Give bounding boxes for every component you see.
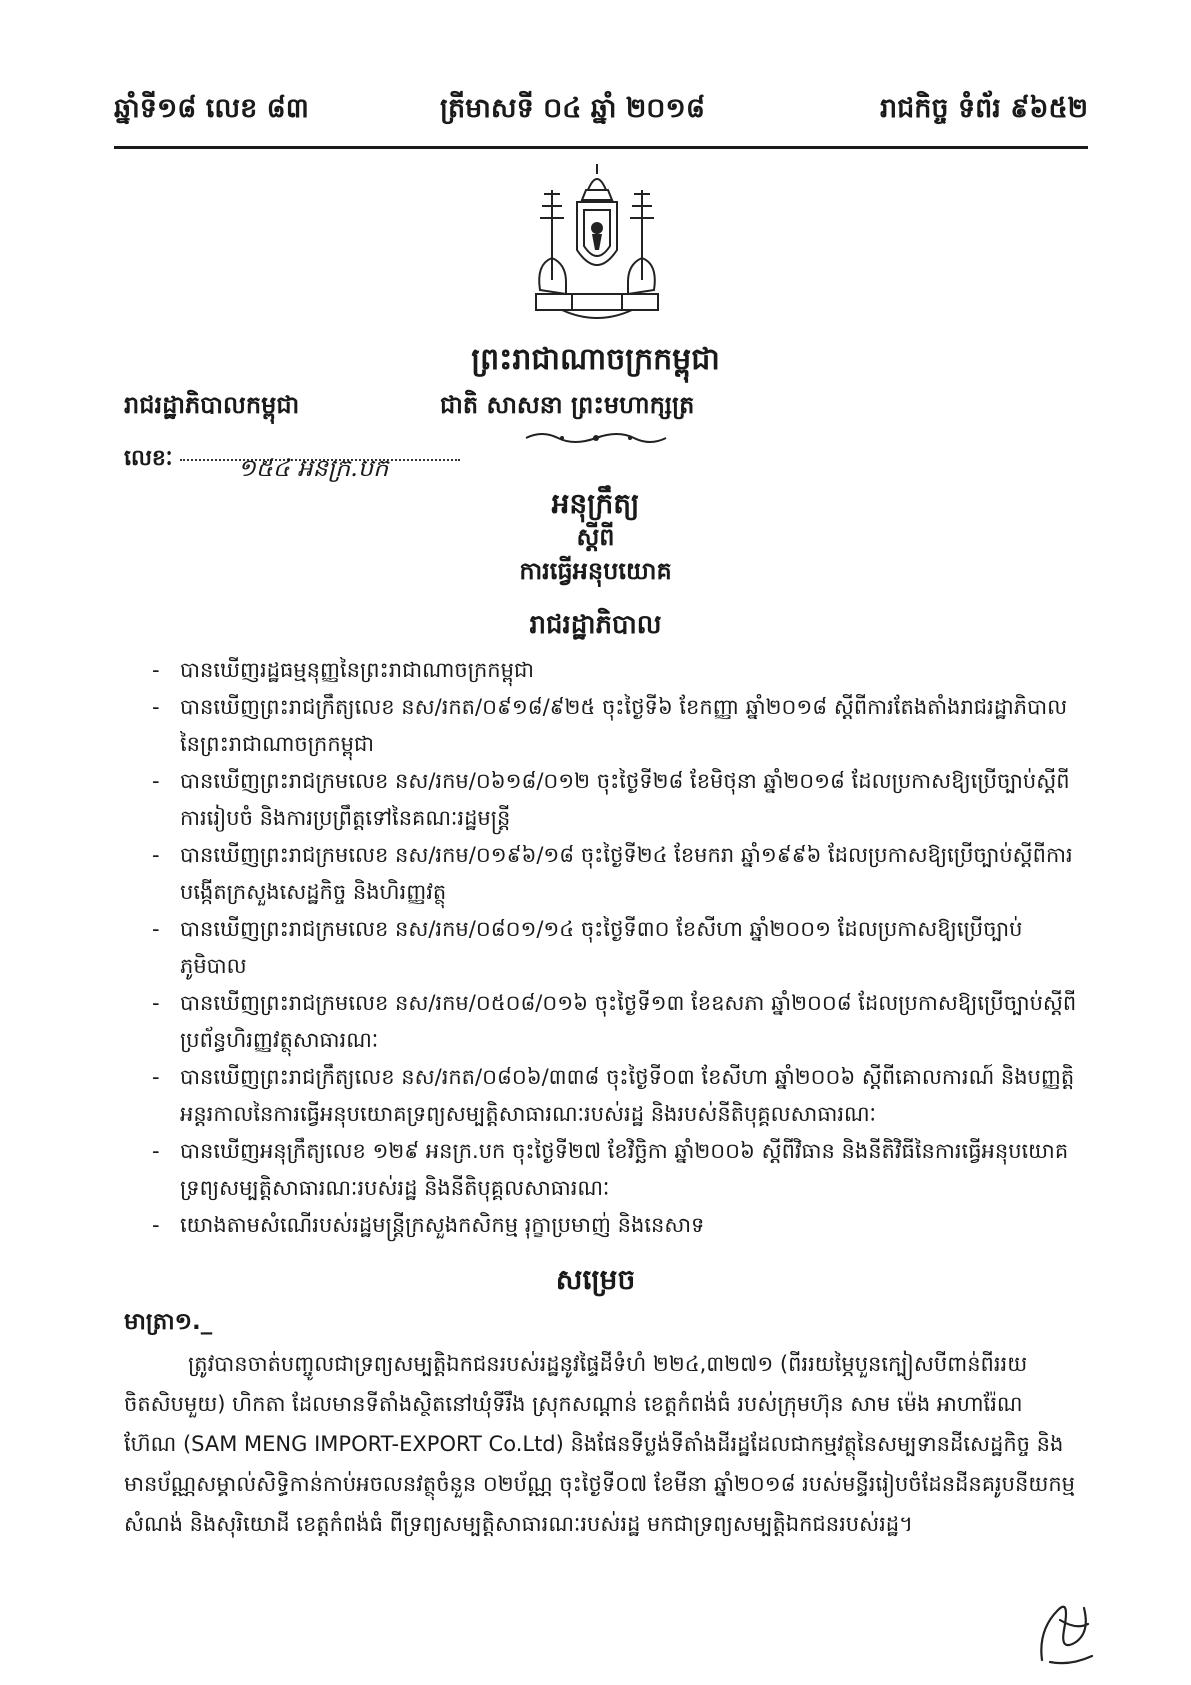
citation-item: - បានឃើញព្រះរាជក្រមលេខ នស/រកម/០១៩៦/១៨ ចុះថ្ងៃទី២៤ ខែមករា ឆ្នាំ១៩៩៦ ដែលប្រកាសឱ្យប្រើច្បាប់ស្តីពីការបង្កើតក្រសួងសេដ្ឋកិច្ច និងហិរញ្ញវត្ថុ (152, 837, 1082, 911)
gazette-page-number: រាជកិច្ច ទំព័រ ៩៦៥២ (880, 93, 1088, 124)
reference-number: ១៥៤ អនក្រ.បក (237, 454, 389, 482)
reference-label: លេខៈ (124, 446, 173, 471)
government-heading: រាជរដ្ឋាភិបាល (529, 610, 662, 640)
ornament-divider-icon (522, 430, 670, 446)
national-motto: ជាតិ សាសនា ព្រះមហាក្សត្រ (440, 391, 695, 419)
article-label: មាត្រា១._ (124, 1309, 213, 1335)
citation-item: - បានឃើញព្រះរាជក្រឹត្យលេខ នស/រកត/០៩១៨/៩២៥ ចុះថ្ងៃទី៦ ខែកញ្ញា ឆ្នាំ២០១៨ ស្តីពីការតែងតាំងរាជរដ្ឋាភិបាលនៃព្រះរាជាណាចក្រកម្ពុជា (152, 689, 1082, 763)
gazette-quarter: ត្រីមាសទី ០៤ ឆ្នាំ ២០១៨ (440, 93, 705, 124)
kingdom-title: ព្រះរាជាណាចក្រកម្ពុជា (471, 342, 720, 377)
gazette-volume-number: ឆ្នាំទី១៨ លេខ ៨៣ (114, 93, 309, 124)
motto-row (0, 390, 1191, 430)
decree-about: ស្តីពី (576, 523, 615, 551)
citation-item: - បានឃើញរដ្ឋធម្មនុញ្ញនៃព្រះរាជាណាចក្រកម្ពុជា (152, 652, 1082, 689)
citation-item: - បានឃើញព្រះរាជក្រមលេខ នស/រកម/០៦១៨/០១២ ចុះថ្ងៃទី២៨ ខែមិថុនា ឆ្នាំ២០១៨ ដែលប្រកាសឱ្យប្រើច្បាប់ស្តីពីការរៀបចំ និងការប្រព្រឹត្តទៅនៃគណៈរដ្ឋមន្ត្រី (152, 763, 1082, 837)
reference-dotted-line (180, 454, 460, 482)
government-name: រាជរដ្ឋាភិបាលកម្ពុជា (124, 391, 300, 419)
decree-title: អនុក្រឹត្យ (551, 487, 640, 520)
gazette-header (114, 92, 1088, 136)
citation-item: - បានឃើញព្រះរាជក្រមលេខ នស/រកម/០៥០៨/០១៦ ចុះថ្ងៃទី១៣ ខែឧសភា ឆ្នាំ២០០៨ ដែលប្រកាសឱ្យប្រើច្បាប់ស្តីពីប្រព័ន្ធហិរញ្ញវត្ថុសាធារណៈ (152, 985, 1082, 1059)
handwritten-initial-icon (1030, 1590, 1100, 1670)
citation-item: - យោងតាមសំណើរបស់រដ្ឋមន្ត្រីក្រសួងកសិកម្ម រុក្ខាប្រមាញ់ និងនេសាទ (152, 1207, 1082, 1244)
decision-heading: សម្រេច (555, 1263, 636, 1296)
citation-list (152, 652, 1082, 1244)
reference-number-row (124, 444, 460, 482)
citation-item: - បានឃើញអនុក្រឹត្យលេខ ១២៩ អនក្រ.បក ចុះថ្ងៃទី២៧ ខែវិច្ឆិកា ឆ្នាំ២០០៦ ស្តីពីវិធាន និងនីតិវិធីនៃការធ្វើអនុបយោគទ្រព្យសម្បត្តិសាធារណៈរបស់រដ្ឋ និងនីតិបុគ្គលសាធារណៈ (152, 1133, 1082, 1207)
citation-item: - បានឃើញព្រះរាជក្រមលេខ នស/រកម/០៨០១/១៤ ចុះថ្ងៃទី៣០ ខែសីហា ឆ្នាំ២០០១ ដែលប្រកាសឱ្យប្រើច្បាប់ភូមិបាល (152, 911, 1082, 985)
decree-subject: ការធ្វើអនុបយោគ (519, 557, 672, 585)
article-body: ត្រូវបានចាត់បញ្ចូលជាទ្រព្យសម្បត្តិឯកជនរបស់រដ្ឋនូវផ្ទៃដីទំហំ ២២៤,៣២៧១ (ពីររយម្ភៃបួនក្បៀសបីពាន់ពីររយចិតសិបមួយ) ហិកតា ដែលមានទីតាំងស្ថិតនៅឃុំទីរឹង ស្រុកសណ្ដាន់ ខេត្តកំពង់ធំ របស់ក្រុមហ៊ុន សាម ម៉េង អាហារ៉ែណ ហ៊ែណ (SAM MENG IMPORT-EXPORT Co.Ltd) និងផែនទីប្លង់ទីតាំងដីរដ្ឋដែលជាកម្មវត្ថុនៃសម្បទានដីសេដ្ឋកិច្ច និងមានប័ណ្ណសម្គាល់សិទ្ធិកាន់កាប់អចលនវត្ថុចំនួន ០២ប័ណ្ណ ចុះថ្ងៃទី០៧ ខែមីនា ឆ្នាំ២០១៨ របស់មន្ទីររៀបចំដែនដីនគរូបនីយកម្ម សំណង់ និងសុរិយោដី ខេត្តកំពង់ធំ ពីទ្រព្យសម្បត្តិសាធារណៈរបស់រដ្ឋ មកជាទ្រព្យសម្បត្តិឯកជនរបស់រដ្ឋ។ (124, 1352, 1075, 1536)
citation-item: - បានឃើញព្រះរាជក្រឹត្យលេខ នស/រកត/០៨០៦/៣៣៨ ចុះថ្ងៃទី០៣ ខែសីហា ឆ្នាំ២០០៦ ស្តីពីគោលការណ៍ និងបញ្ញត្តិអន្តរកាលនៃការធ្វើអនុបយោគទ្រព្យសម្បត្តិសាធារណៈរបស់រដ្ឋ និងរបស់នីតិបុគ្គលសាធារណៈ (152, 1059, 1082, 1133)
royal-coat-of-arms-icon (522, 160, 672, 326)
header-divider (114, 146, 1088, 149)
